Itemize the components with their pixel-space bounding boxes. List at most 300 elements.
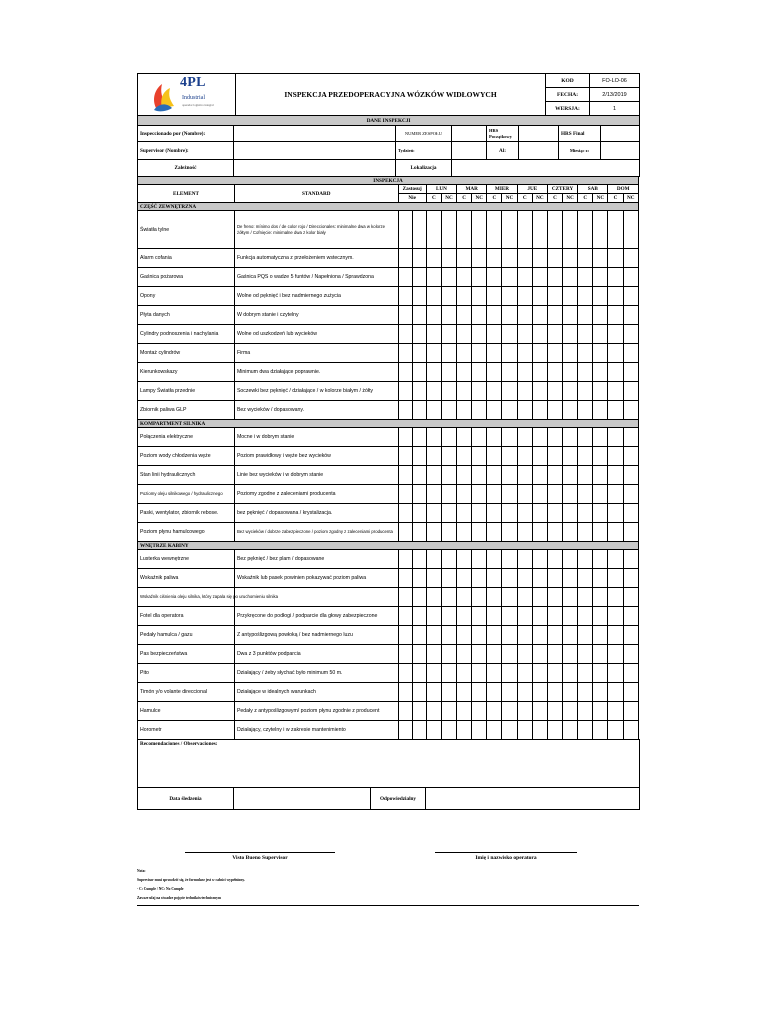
check-cell[interactable] xyxy=(502,287,517,306)
check-cell[interactable] xyxy=(623,325,638,344)
check-cell[interactable] xyxy=(457,569,472,588)
check-cell[interactable] xyxy=(472,325,487,344)
check-cell[interactable] xyxy=(532,428,547,447)
check-cell[interactable] xyxy=(472,306,487,325)
check-cell[interactable] xyxy=(563,344,578,363)
check-cell[interactable] xyxy=(487,382,502,401)
check-cell[interactable] xyxy=(623,447,638,466)
check-cell[interactable] xyxy=(532,485,547,504)
check-cell[interactable] xyxy=(578,683,593,702)
check-cell[interactable] xyxy=(412,363,426,382)
check-cell[interactable] xyxy=(502,504,517,523)
check-cell[interactable] xyxy=(608,523,623,542)
check-cell[interactable] xyxy=(623,683,638,702)
check-cell[interactable] xyxy=(623,523,638,542)
check-cell[interactable] xyxy=(608,382,623,401)
check-cell[interactable] xyxy=(502,249,517,268)
check-cell[interactable] xyxy=(457,428,472,447)
check-cell[interactable] xyxy=(608,401,623,420)
check-cell[interactable] xyxy=(578,550,593,569)
check-cell[interactable] xyxy=(608,268,623,287)
check-cell[interactable] xyxy=(472,485,487,504)
check-cell[interactable] xyxy=(426,249,441,268)
check-cell[interactable] xyxy=(398,683,412,702)
check-cell[interactable] xyxy=(623,607,638,626)
check-cell[interactable] xyxy=(441,211,456,249)
check-cell[interactable] xyxy=(457,588,472,607)
check-cell[interactable] xyxy=(547,466,562,485)
check-cell[interactable] xyxy=(487,664,502,683)
check-cell[interactable] xyxy=(563,626,578,645)
check-cell[interactable] xyxy=(623,702,638,721)
check-cell[interactable] xyxy=(608,428,623,447)
check-cell[interactable] xyxy=(532,626,547,645)
check-cell[interactable] xyxy=(398,626,412,645)
check-cell[interactable] xyxy=(563,504,578,523)
check-cell[interactable] xyxy=(623,249,638,268)
check-cell[interactable] xyxy=(457,485,472,504)
check-cell[interactable] xyxy=(426,626,441,645)
data-sledzenia-field[interactable] xyxy=(234,788,371,810)
check-cell[interactable] xyxy=(517,466,532,485)
check-cell[interactable] xyxy=(426,550,441,569)
check-cell[interactable] xyxy=(623,287,638,306)
check-cell[interactable] xyxy=(578,268,593,287)
check-cell[interactable] xyxy=(398,588,412,607)
check-cell[interactable] xyxy=(472,382,487,401)
check-cell[interactable] xyxy=(412,401,426,420)
check-cell[interactable] xyxy=(426,306,441,325)
check-cell[interactable] xyxy=(426,382,441,401)
check-cell[interactable] xyxy=(441,683,456,702)
check-cell[interactable] xyxy=(578,428,593,447)
check-cell[interactable] xyxy=(487,363,502,382)
check-cell[interactable] xyxy=(487,325,502,344)
check-cell[interactable] xyxy=(517,447,532,466)
check-cell[interactable] xyxy=(593,344,608,363)
check-cell[interactable] xyxy=(608,588,623,607)
check-cell[interactable] xyxy=(487,211,502,249)
check-cell[interactable] xyxy=(472,569,487,588)
check-cell[interactable] xyxy=(472,287,487,306)
check-cell[interactable] xyxy=(623,344,638,363)
check-cell[interactable] xyxy=(472,702,487,721)
check-cell[interactable] xyxy=(563,306,578,325)
check-cell[interactable] xyxy=(593,588,608,607)
check-cell[interactable] xyxy=(532,249,547,268)
check-cell[interactable] xyxy=(487,401,502,420)
check-cell[interactable] xyxy=(412,569,426,588)
check-cell[interactable] xyxy=(398,523,412,542)
check-cell[interactable] xyxy=(532,363,547,382)
check-cell[interactable] xyxy=(426,683,441,702)
check-cell[interactable] xyxy=(547,447,562,466)
check-cell[interactable] xyxy=(623,485,638,504)
check-cell[interactable] xyxy=(563,211,578,249)
check-cell[interactable] xyxy=(563,683,578,702)
check-cell[interactable] xyxy=(623,428,638,447)
miesiac-field[interactable] xyxy=(601,142,640,160)
check-cell[interactable] xyxy=(457,287,472,306)
check-cell[interactable] xyxy=(412,550,426,569)
check-cell[interactable] xyxy=(398,428,412,447)
check-cell[interactable] xyxy=(441,485,456,504)
check-cell[interactable] xyxy=(563,569,578,588)
check-cell[interactable] xyxy=(578,645,593,664)
check-cell[interactable] xyxy=(441,702,456,721)
check-cell[interactable] xyxy=(426,401,441,420)
check-cell[interactable] xyxy=(517,683,532,702)
check-cell[interactable] xyxy=(517,363,532,382)
check-cell[interactable] xyxy=(517,325,532,344)
check-cell[interactable] xyxy=(547,721,562,740)
check-cell[interactable] xyxy=(578,249,593,268)
check-cell[interactable] xyxy=(593,485,608,504)
check-cell[interactable] xyxy=(578,702,593,721)
check-cell[interactable] xyxy=(487,344,502,363)
check-cell[interactable] xyxy=(563,721,578,740)
check-cell[interactable] xyxy=(441,325,456,344)
check-cell[interactable] xyxy=(472,344,487,363)
check-cell[interactable] xyxy=(487,550,502,569)
check-cell[interactable] xyxy=(502,344,517,363)
odpowiedzialny-field[interactable] xyxy=(426,788,640,810)
check-cell[interactable] xyxy=(623,363,638,382)
check-cell[interactable] xyxy=(547,428,562,447)
check-cell[interactable] xyxy=(623,306,638,325)
check-cell[interactable] xyxy=(532,721,547,740)
check-cell[interactable] xyxy=(593,664,608,683)
check-cell[interactable] xyxy=(608,325,623,344)
check-cell[interactable] xyxy=(398,268,412,287)
check-cell[interactable] xyxy=(578,607,593,626)
check-cell[interactable] xyxy=(426,664,441,683)
check-cell[interactable] xyxy=(472,466,487,485)
check-cell[interactable] xyxy=(578,485,593,504)
check-cell[interactable] xyxy=(547,211,562,249)
check-cell[interactable] xyxy=(532,466,547,485)
check-cell[interactable] xyxy=(532,607,547,626)
check-cell[interactable] xyxy=(547,485,562,504)
check-cell[interactable] xyxy=(578,664,593,683)
check-cell[interactable] xyxy=(426,721,441,740)
check-cell[interactable] xyxy=(532,287,547,306)
check-cell[interactable] xyxy=(487,721,502,740)
check-cell[interactable] xyxy=(398,466,412,485)
check-cell[interactable] xyxy=(398,721,412,740)
check-cell[interactable] xyxy=(398,550,412,569)
check-cell[interactable] xyxy=(578,504,593,523)
check-cell[interactable] xyxy=(578,363,593,382)
check-cell[interactable] xyxy=(487,569,502,588)
check-cell[interactable] xyxy=(412,344,426,363)
check-cell[interactable] xyxy=(532,523,547,542)
check-cell[interactable] xyxy=(547,550,562,569)
check-cell[interactable] xyxy=(578,588,593,607)
check-cell[interactable] xyxy=(593,702,608,721)
check-cell[interactable] xyxy=(472,401,487,420)
check-cell[interactable] xyxy=(412,645,426,664)
numer-zespolu-field[interactable] xyxy=(452,126,487,142)
check-cell[interactable] xyxy=(441,344,456,363)
check-cell[interactable] xyxy=(517,607,532,626)
check-cell[interactable] xyxy=(441,363,456,382)
check-cell[interactable] xyxy=(441,626,456,645)
check-cell[interactable] xyxy=(502,550,517,569)
check-cell[interactable] xyxy=(517,382,532,401)
check-cell[interactable] xyxy=(578,287,593,306)
check-cell[interactable] xyxy=(441,249,456,268)
check-cell[interactable] xyxy=(593,306,608,325)
check-cell[interactable] xyxy=(487,645,502,664)
check-cell[interactable] xyxy=(623,504,638,523)
check-cell[interactable] xyxy=(547,325,562,344)
check-cell[interactable] xyxy=(457,325,472,344)
check-cell[interactable] xyxy=(441,306,456,325)
check-cell[interactable] xyxy=(487,523,502,542)
check-cell[interactable] xyxy=(563,268,578,287)
check-cell[interactable] xyxy=(547,645,562,664)
check-cell[interactable] xyxy=(472,268,487,287)
check-cell[interactable] xyxy=(457,607,472,626)
check-cell[interactable] xyxy=(457,645,472,664)
check-cell[interactable] xyxy=(457,249,472,268)
check-cell[interactable] xyxy=(398,664,412,683)
check-cell[interactable] xyxy=(532,306,547,325)
check-cell[interactable] xyxy=(608,211,623,249)
check-cell[interactable] xyxy=(426,702,441,721)
check-cell[interactable] xyxy=(578,306,593,325)
check-cell[interactable] xyxy=(457,306,472,325)
check-cell[interactable] xyxy=(457,683,472,702)
check-cell[interactable] xyxy=(472,249,487,268)
check-cell[interactable] xyxy=(487,466,502,485)
check-cell[interactable] xyxy=(547,664,562,683)
check-cell[interactable] xyxy=(502,588,517,607)
check-cell[interactable] xyxy=(593,401,608,420)
check-cell[interactable] xyxy=(547,569,562,588)
check-cell[interactable] xyxy=(593,268,608,287)
check-cell[interactable] xyxy=(608,607,623,626)
check-cell[interactable] xyxy=(563,588,578,607)
check-cell[interactable] xyxy=(608,363,623,382)
check-cell[interactable] xyxy=(487,683,502,702)
check-cell[interactable] xyxy=(547,702,562,721)
operator-signature-line[interactable] xyxy=(435,852,577,853)
check-cell[interactable] xyxy=(532,211,547,249)
check-cell[interactable] xyxy=(517,268,532,287)
check-cell[interactable] xyxy=(487,702,502,721)
check-cell[interactable] xyxy=(441,607,456,626)
check-cell[interactable] xyxy=(441,504,456,523)
check-cell[interactable] xyxy=(502,626,517,645)
check-cell[interactable] xyxy=(441,588,456,607)
check-cell[interactable] xyxy=(457,363,472,382)
check-cell[interactable] xyxy=(398,211,412,249)
check-cell[interactable] xyxy=(608,550,623,569)
check-cell[interactable] xyxy=(563,363,578,382)
check-cell[interactable] xyxy=(517,306,532,325)
check-cell[interactable] xyxy=(563,382,578,401)
check-cell[interactable] xyxy=(547,683,562,702)
check-cell[interactable] xyxy=(517,485,532,504)
hrs-poczatkowy-field[interactable] xyxy=(519,126,559,142)
check-cell[interactable] xyxy=(547,588,562,607)
check-cell[interactable] xyxy=(563,401,578,420)
check-cell[interactable] xyxy=(472,550,487,569)
check-cell[interactable] xyxy=(608,702,623,721)
check-cell[interactable] xyxy=(547,401,562,420)
check-cell[interactable] xyxy=(398,702,412,721)
check-cell[interactable] xyxy=(472,211,487,249)
check-cell[interactable] xyxy=(502,485,517,504)
check-cell[interactable] xyxy=(412,664,426,683)
check-cell[interactable] xyxy=(487,249,502,268)
check-cell[interactable] xyxy=(623,550,638,569)
check-cell[interactable] xyxy=(517,287,532,306)
check-cell[interactable] xyxy=(441,268,456,287)
check-cell[interactable] xyxy=(412,325,426,344)
check-cell[interactable] xyxy=(441,645,456,664)
check-cell[interactable] xyxy=(441,569,456,588)
check-cell[interactable] xyxy=(502,325,517,344)
check-cell[interactable] xyxy=(426,645,441,664)
check-cell[interactable] xyxy=(487,607,502,626)
check-cell[interactable] xyxy=(578,466,593,485)
check-cell[interactable] xyxy=(441,428,456,447)
check-cell[interactable] xyxy=(398,344,412,363)
check-cell[interactable] xyxy=(487,626,502,645)
check-cell[interactable] xyxy=(426,363,441,382)
check-cell[interactable] xyxy=(547,268,562,287)
check-cell[interactable] xyxy=(398,607,412,626)
check-cell[interactable] xyxy=(502,664,517,683)
check-cell[interactable] xyxy=(426,504,441,523)
check-cell[interactable] xyxy=(517,664,532,683)
check-cell[interactable] xyxy=(441,721,456,740)
check-cell[interactable] xyxy=(578,344,593,363)
check-cell[interactable] xyxy=(578,325,593,344)
check-cell[interactable] xyxy=(426,211,441,249)
check-cell[interactable] xyxy=(472,428,487,447)
check-cell[interactable] xyxy=(623,401,638,420)
check-cell[interactable] xyxy=(441,550,456,569)
check-cell[interactable] xyxy=(426,569,441,588)
check-cell[interactable] xyxy=(472,683,487,702)
check-cell[interactable] xyxy=(502,401,517,420)
check-cell[interactable] xyxy=(593,211,608,249)
check-cell[interactable] xyxy=(532,504,547,523)
check-cell[interactable] xyxy=(547,344,562,363)
check-cell[interactable] xyxy=(457,504,472,523)
check-cell[interactable] xyxy=(457,523,472,542)
check-cell[interactable] xyxy=(398,306,412,325)
check-cell[interactable] xyxy=(608,645,623,664)
check-cell[interactable] xyxy=(593,382,608,401)
check-cell[interactable] xyxy=(398,287,412,306)
check-cell[interactable] xyxy=(608,287,623,306)
check-cell[interactable] xyxy=(532,683,547,702)
check-cell[interactable] xyxy=(398,447,412,466)
check-cell[interactable] xyxy=(502,363,517,382)
check-cell[interactable] xyxy=(441,401,456,420)
check-cell[interactable] xyxy=(578,626,593,645)
check-cell[interactable] xyxy=(593,447,608,466)
check-cell[interactable] xyxy=(441,287,456,306)
check-cell[interactable] xyxy=(502,466,517,485)
check-cell[interactable] xyxy=(517,588,532,607)
check-cell[interactable] xyxy=(472,626,487,645)
check-cell[interactable] xyxy=(412,306,426,325)
check-cell[interactable] xyxy=(623,664,638,683)
check-cell[interactable] xyxy=(441,447,456,466)
check-cell[interactable] xyxy=(472,721,487,740)
check-cell[interactable] xyxy=(623,382,638,401)
check-cell[interactable] xyxy=(457,211,472,249)
check-cell[interactable] xyxy=(608,664,623,683)
check-cell[interactable] xyxy=(457,550,472,569)
check-cell[interactable] xyxy=(502,569,517,588)
check-cell[interactable] xyxy=(517,702,532,721)
check-cell[interactable] xyxy=(608,306,623,325)
check-cell[interactable] xyxy=(457,466,472,485)
check-cell[interactable] xyxy=(472,588,487,607)
check-cell[interactable] xyxy=(563,645,578,664)
check-cell[interactable] xyxy=(563,466,578,485)
check-cell[interactable] xyxy=(563,325,578,344)
check-cell[interactable] xyxy=(426,447,441,466)
check-cell[interactable] xyxy=(472,447,487,466)
check-cell[interactable] xyxy=(547,306,562,325)
check-cell[interactable] xyxy=(441,664,456,683)
check-cell[interactable] xyxy=(593,287,608,306)
check-cell[interactable] xyxy=(487,268,502,287)
check-cell[interactable] xyxy=(426,485,441,504)
check-cell[interactable] xyxy=(412,504,426,523)
check-cell[interactable] xyxy=(398,485,412,504)
check-cell[interactable] xyxy=(502,382,517,401)
check-cell[interactable] xyxy=(563,249,578,268)
check-cell[interactable] xyxy=(563,485,578,504)
lokalizacja-field[interactable] xyxy=(452,160,640,177)
check-cell[interactable] xyxy=(412,626,426,645)
check-cell[interactable] xyxy=(457,268,472,287)
check-cell[interactable] xyxy=(593,607,608,626)
check-cell[interactable] xyxy=(487,504,502,523)
check-cell[interactable] xyxy=(563,447,578,466)
check-cell[interactable] xyxy=(487,588,502,607)
check-cell[interactable] xyxy=(412,721,426,740)
check-cell[interactable] xyxy=(472,664,487,683)
check-cell[interactable] xyxy=(398,569,412,588)
check-cell[interactable] xyxy=(412,683,426,702)
check-cell[interactable] xyxy=(398,363,412,382)
check-cell[interactable] xyxy=(502,683,517,702)
check-cell[interactable] xyxy=(608,344,623,363)
check-cell[interactable] xyxy=(426,268,441,287)
check-cell[interactable] xyxy=(563,287,578,306)
inspeccionado-field[interactable] xyxy=(234,126,396,142)
check-cell[interactable] xyxy=(578,721,593,740)
check-cell[interactable] xyxy=(502,211,517,249)
check-cell[interactable] xyxy=(532,268,547,287)
check-cell[interactable] xyxy=(487,485,502,504)
check-cell[interactable] xyxy=(412,211,426,249)
check-cell[interactable] xyxy=(457,401,472,420)
check-cell[interactable] xyxy=(412,249,426,268)
check-cell[interactable] xyxy=(517,401,532,420)
check-cell[interactable] xyxy=(593,325,608,344)
